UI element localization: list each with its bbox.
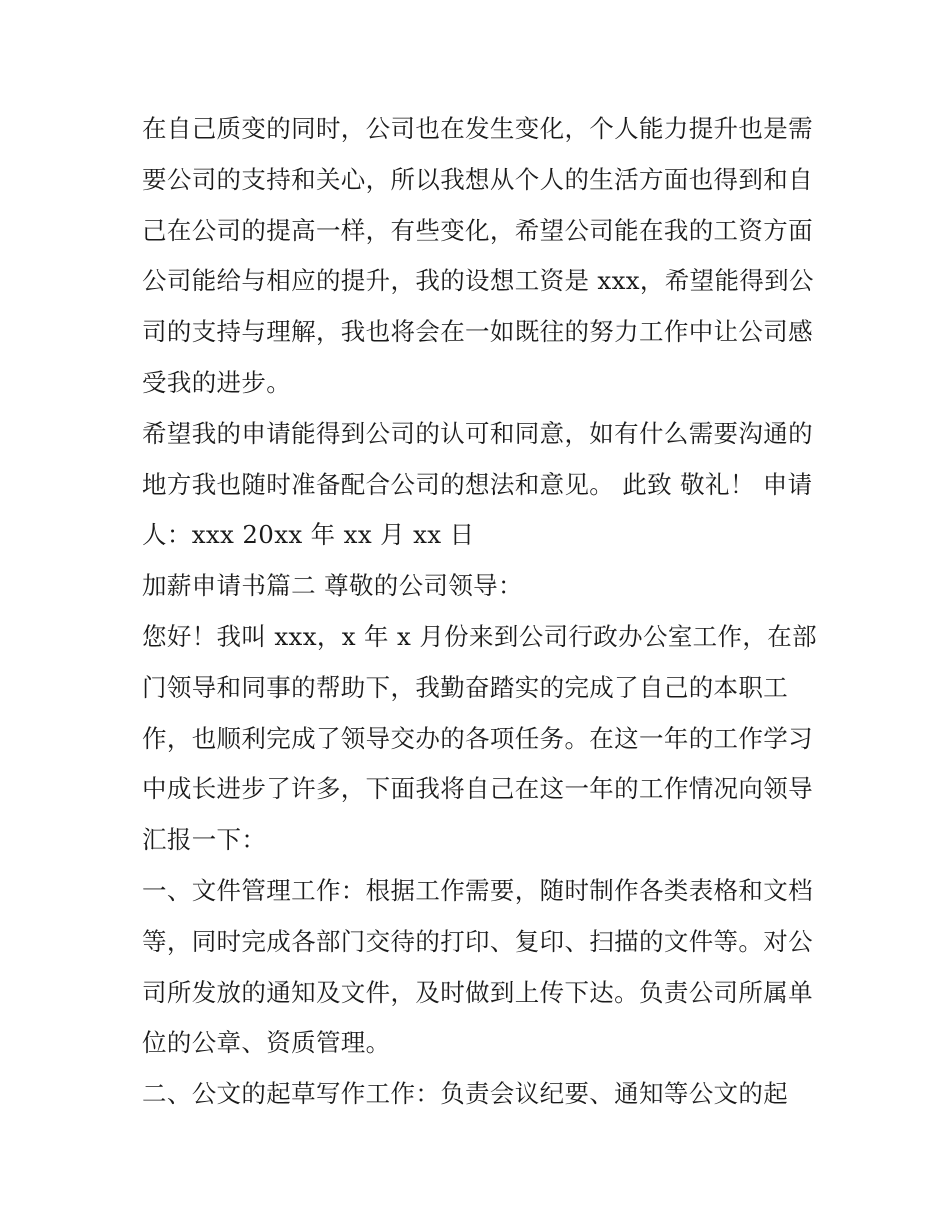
text-line: 汇报一下： [142,825,267,855]
paragraph-item-document-drafting [142,1069,812,1120]
text-line: 中成长进步了许多，下面我将自己在这一年的工作情况向领导 [142,774,813,804]
paragraph-item-file-management [142,866,812,1069]
text-line: 地方我也随时准备配合公司的想法和意见。 此致 敬礼！ 申请 [142,469,813,499]
text-line: 位的公章、资质管理。 [142,1028,391,1058]
text-line: 等，同时完成各部门交待的打印、复印、扫描的文件等。对公 [142,926,813,956]
text-line: 希望我的申请能得到公司的认可和同意，如有什么需要沟通的 [142,418,813,448]
text-line: 作，也顺利完成了领导交办的各项任务。在这一年的工作学习 [142,723,813,753]
text-line: 一、文件管理工作：根据工作需要，随时制作各类表格和文档 [142,875,813,905]
text-line: 在自己质变的同时，公司也在发生变化，个人能力提升也是需 [142,114,813,143]
text-line: 加薪申请书篇二 尊敬的公司领导： [142,571,523,601]
text-line: 门领导和同事的帮助下，我勤奋踏实的完成了自己的本职工 [142,672,789,702]
text-line: 司所发放的通知及文件，及时做到上传下达。负责公司所属单 [142,977,813,1007]
paragraph-salary-expectation [142,104,812,409]
paragraph-closing-signature [142,409,812,561]
text-line: 公司能给与相应的提升，我的设想工资是 xxx，希望能得到公 [142,266,814,296]
paragraph-greeting-introduction [142,612,817,866]
text-line: 人：xxx 20xx 年 xx 月 xx 日 [142,520,475,550]
text-line: 受我的进步。 [142,367,292,397]
section-heading-part-two [142,561,812,612]
text-line: 要公司的支持和关心，所以我想从个人的生活方面也得到和自 [142,164,813,194]
document-body [142,104,817,1120]
text-line: 己在公司的提高一样，有些变化，希望公司能在我的工资方面 [142,215,813,245]
text-line: 您好！我叫 xxx，x 年 x 月份来到公司行政办公室工作，在部 [142,621,817,651]
text-line: 二、公文的起草写作工作：负责会议纪要、通知等公文的起 [142,1079,789,1109]
text-line: 司的支持与理解，我也将会在一如既往的努力工作中让公司感 [142,317,813,347]
